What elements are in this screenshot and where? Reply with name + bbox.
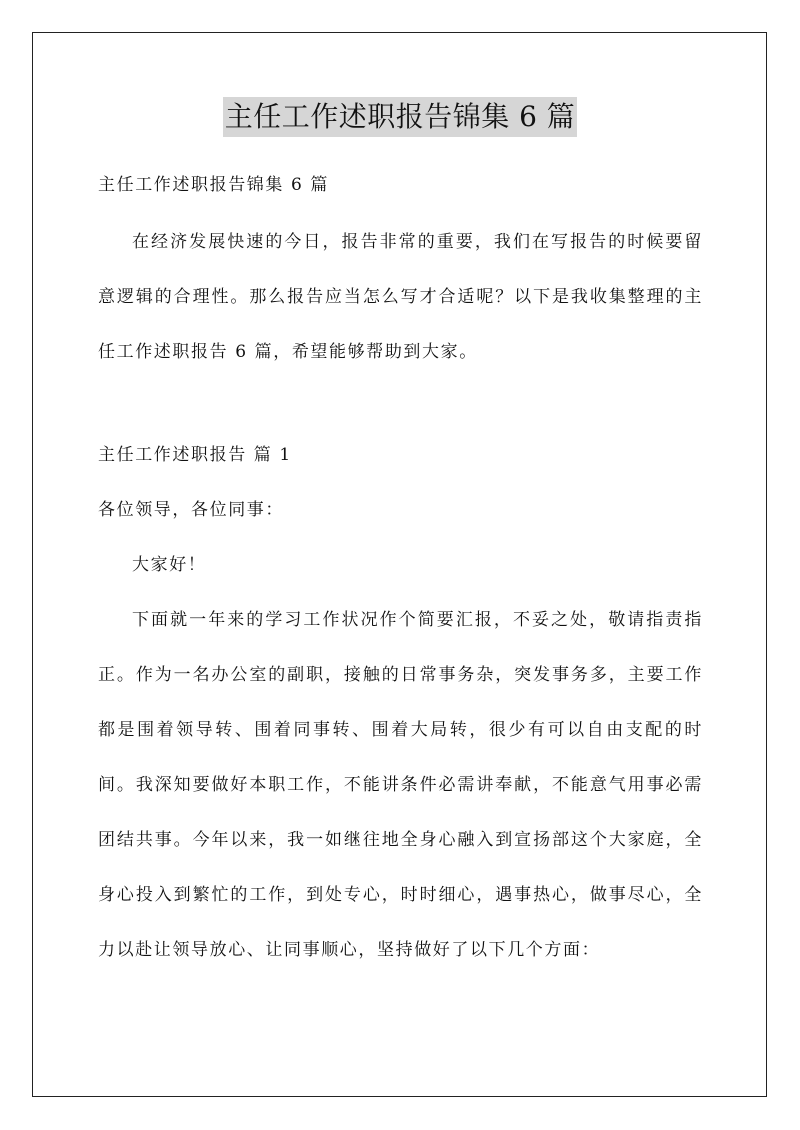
- title-container: [0, 97, 800, 137]
- section-heading: 主任工作述职报告 篇 1: [98, 445, 292, 465]
- document-subtitle: 主任工作述职报告锦集 6 篇: [98, 175, 330, 195]
- body-paragraph: 下面就一年来的学习工作状况作个简要汇报，不妥之处，敬请指责指正。作为一名办公室的副职，接触的日常事务杂，突发事务多，主要工作都是围着领导转、围着同事转、围着大局转，很少有可以自由支配的时间。我深知要做好本职工作，不能讲条件必需讲奉献，不能意气用事必需团结共事。今年以来，我一如继往地全身心融入到宣扬部这个大家庭，全身心投入到繁忙的工作，到处专心，时时细心，遇事热心，做事尽心，全力以赴让领导放心、让同事顺心，坚持做好了以下几个方面：: [98, 610, 703, 960]
- document-body: [98, 165, 703, 978]
- salutation: 各位领导，各位同事：: [98, 500, 284, 520]
- greeting: 大家好！: [132, 555, 207, 575]
- intro-paragraph: 在经济发展快速的今日，报告非常的重要，我们在写报告的时候要留意逻辑的合理性。那么报告应当怎么写才合适呢？以下是我收集整理的主任工作述职报告 6 篇，希望能够帮助到大家。: [98, 232, 703, 362]
- document-title: 主任工作述职报告锦集 6 篇: [223, 97, 578, 137]
